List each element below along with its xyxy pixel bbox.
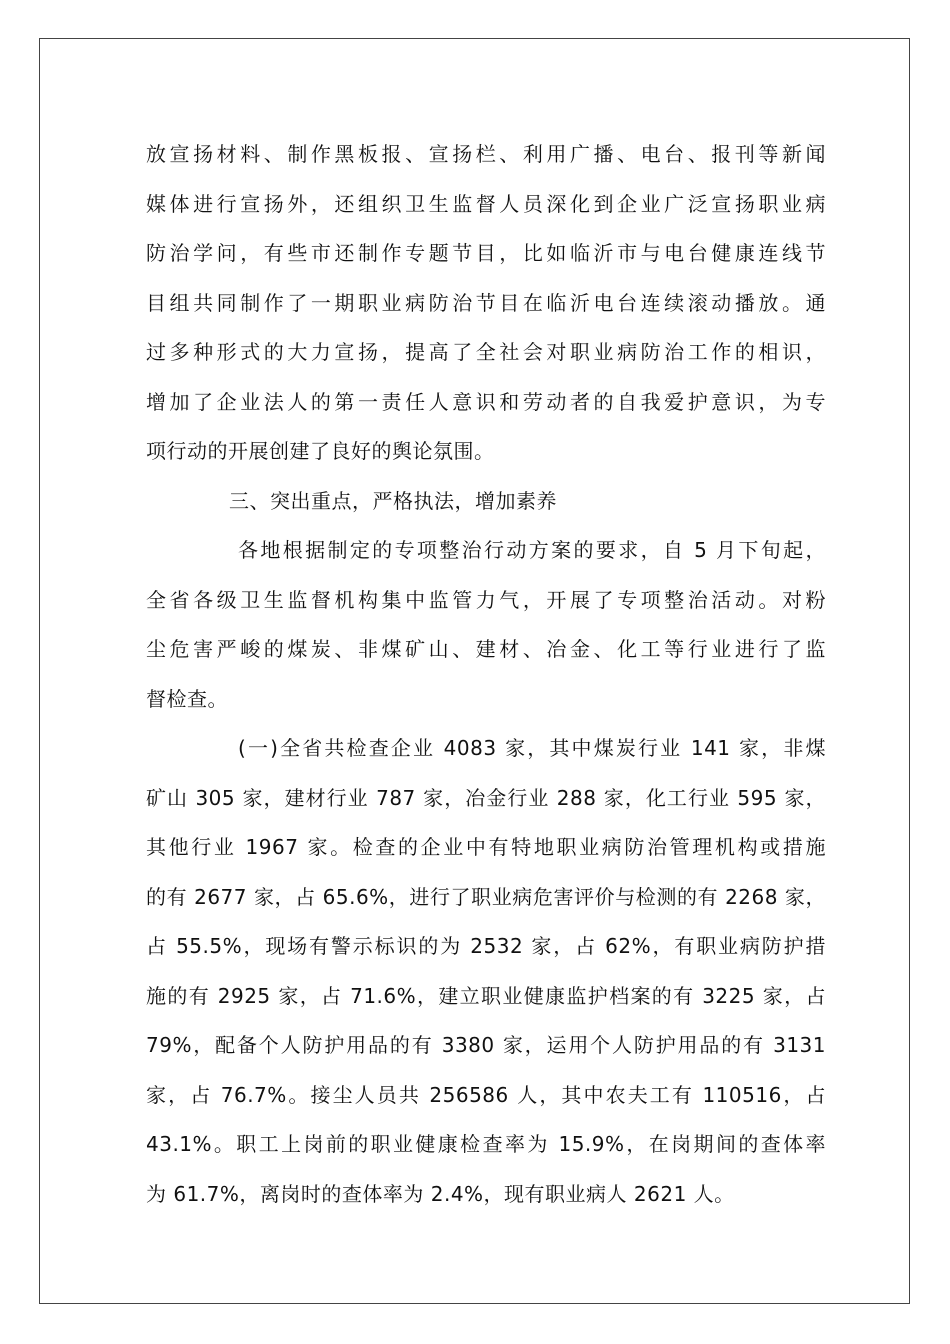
text-line: 的有 2677 家，占 65.6%，进行了职业病危害评价与检测的有 2268 家， bbox=[146, 884, 826, 909]
section-heading: 三、突出重点，严格执法，增加素养 bbox=[229, 488, 557, 513]
paragraph-inspection bbox=[146, 526, 826, 724]
text-line: 其他行业 1967 家。检查的企业中有特地职业病防治管理机构或措施 bbox=[146, 835, 826, 859]
paragraph-statistics bbox=[146, 724, 826, 1219]
text-line: 过多种形式的大力宣扬，提高了全社会对职业病防治工作的相识， bbox=[146, 340, 826, 364]
text-line: 放宣扬材料、制作黑板报、宣扬栏、利用广播、电台、报刊等新闻 bbox=[146, 142, 826, 166]
text-line: 43.1%。职工上岗前的职业健康检查率为 15.9%，在岗期间的查体率 bbox=[146, 1132, 826, 1156]
text-line: 占 55.5%，现场有警示标识的为 2532 家，占 62%，有职业病防护措 bbox=[146, 934, 826, 958]
text-line: 为 61.7%，离岗时的查体率为 2.4%，现有职业病人 2621 人。 bbox=[146, 1181, 735, 1206]
text-line: 全省各级卫生监督机构集中监管力气，开展了专项整治活动。对粉 bbox=[146, 587, 826, 612]
document-body bbox=[146, 130, 826, 1219]
text-line: 79%，配备个人防护用品的有 3380 家，运用个人防护用品的有 3131 bbox=[146, 1033, 826, 1057]
text-line: 督检查。 bbox=[146, 686, 228, 711]
text-line: (一)全省共检查企业 4083 家，其中煤炭行业 141 家，非煤 bbox=[238, 736, 826, 760]
text-line: 各地根据制定的专项整治行动方案的要求，自 5 月下旬起， bbox=[238, 538, 826, 562]
text-line: 尘危害严峻的煤炭、非煤矿山、建材、冶金、化工等行业进行了监 bbox=[146, 637, 826, 661]
text-line: 家，占 76.7%。接尘人员共 256586 人，其中农夫工有 110516，占 bbox=[146, 1082, 826, 1107]
text-line: 项行动的开展创建了良好的舆论氛围。 bbox=[146, 439, 495, 463]
text-line: 目组共同制作了一期职业病防治节目在临沂电台连续滚动播放。通 bbox=[146, 290, 826, 315]
text-line: 增加了企业法人的第一责任人意识和劳动者的自我爱护意识，为专 bbox=[146, 389, 826, 414]
paragraph-publicity bbox=[146, 130, 826, 477]
text-line: 媒体进行宣扬外，还组织卫生监督人员深化到企业广泛宣扬职业病 bbox=[146, 191, 826, 216]
text-line: 施的有 2925 家，占 71.6%，建立职业健康监护档案的有 3225 家，占 bbox=[146, 983, 826, 1008]
text-line: 矿山 305 家，建材行业 787 家，冶金行业 288 家，化工行业 595 家， bbox=[146, 785, 826, 810]
text-line: 防治学问，有些市还制作专题节目，比如临沂市与电台健康连线节 bbox=[146, 241, 826, 265]
